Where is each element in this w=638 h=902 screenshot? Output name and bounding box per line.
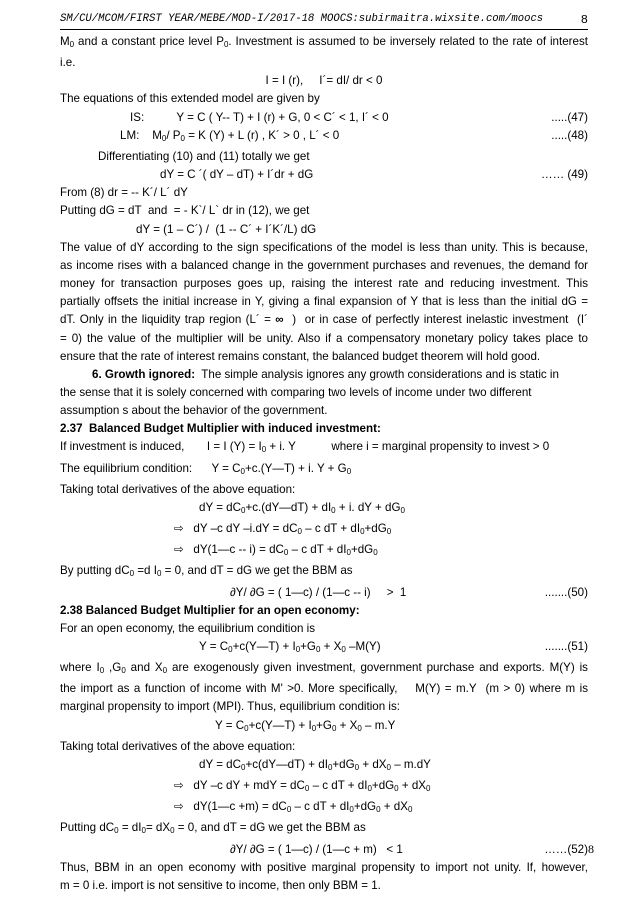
text-line: partially offsets the initial increase in Y, giving a final expansion of Y that is less than the initial dG = (60, 295, 588, 309)
text-line: I = I (r), I´= dI/ dr < 0 (265, 74, 383, 88)
text-line: assumption s about the behavior of the government. (60, 404, 328, 418)
text-line: The equilibrium condition: $Y = C_0+c.(Y—T) + i$. $Y + G_0$ (60, 461, 352, 476)
text-line: $M_0$ and a constant price level $P_0$. Investment is assumed to be inversely related to the rate of interest (60, 35, 588, 49)
text-line: $Y = C_0+c(Y—T) + I_0+G_0 + X_0 - m.Y$ (215, 718, 396, 733)
running-header (60, 13, 588, 30)
text-line (60, 127, 588, 148)
text-line: From (8) dr = -- K´/ L´ dY (60, 186, 188, 200)
text-line: ⇨ dY(1—c $+m) = dC_0 - c$ dT + $dI_0+dG_0 + dX_0$ (174, 800, 413, 815)
text-line (60, 109, 588, 127)
text-line: dY = $dC_0+c(dY—dT) + dI_0+dG_0 + dX_0 - m.dY$ (199, 757, 431, 772)
text-line: marginal propensity to import (MPI). Thus, equilibrium condition is: (60, 700, 401, 714)
equation-number: ……(52) (544, 842, 588, 856)
equation-text: $Y = C_0+c(Y—T) + I_0+G_0 + X_0$ –M(Y) (199, 640, 381, 654)
footer-page-number: 8 (588, 842, 594, 856)
header-page-number: 8 (580, 13, 588, 27)
text-line (60, 166, 588, 184)
equation-number: …… (49) (540, 168, 588, 182)
text-line: as income rises with a balanced change in the government purchases and revenues, the demand for (60, 258, 588, 272)
text-line: Putting $dC_0 = dI_0= dX_0 = 0$, and dT = dG we get the BBM as (60, 821, 366, 836)
text-line: The equations of this extended model are given by (60, 92, 320, 106)
text-line: the import as a function of income with M' >0. More specifically, M(Y) = m.Y (m > 0) where m is (60, 682, 588, 696)
text-line: m = 0 i.e. import is not sensitive to income, then only BBM = 1. (60, 878, 381, 892)
equation-number: .......(51) (544, 640, 588, 653)
text-line: i.e. (60, 56, 76, 70)
text-line: By putting $dC_0 =d$ $I_0 = 0$, and dT = dG we get the BBM as (60, 564, 353, 579)
text-line: Putting dG = dT and = - K`/ L` dr in (12), we get (60, 204, 310, 218)
text-line: dY = $dC_0+c.(dY—dT) + dI_0 + i$. dY + $dG_0$ (199, 500, 405, 515)
text-line: For an open economy, the equilibrium condition is (60, 621, 315, 635)
text-line: 2.37 Balanced Budget Multiplier with induced investment: (60, 422, 381, 436)
equation-text: IS: Y = C ( Y-- T) + I (r) + G, 0 < C´ < 1, I´ < 0 (130, 110, 389, 124)
text-line: If investment is induced, I = I $(Y) = I_0 + i$. Y where i = marginal propensity to invest > 0 (60, 440, 550, 455)
equation-number: .....(47) (551, 110, 588, 124)
text-line (60, 584, 588, 602)
text-line: ensure that the rate of interest remains constant, the balanced budget theorem will hold good. (60, 349, 541, 363)
text-line: The value of dY according to the sign specifications of the model is less than unity. This is because, (60, 240, 588, 254)
text-line: ⇨ dY –c dY $-i.dY = dC_0 - c$ dT + $dI_0+dG_0$ (174, 522, 392, 537)
text-line (60, 841, 588, 859)
text-line (60, 638, 588, 659)
text-line: Taking total derivatives of the above equation: (60, 482, 296, 496)
equation-text: dY = C ´( dY – dT) + I´dr + dG (160, 168, 314, 182)
equation-text: LM: $M_0/$ $P_0 = K$ (Y) + L (r) , K´ > 0 , L´ < 0 (120, 128, 340, 143)
equation-text: ∂Y/ ∂G = ( 1—c) / (1—c -- i) > 1 (230, 585, 407, 599)
header-text: SM/CU/MCOM/FIRST YEAR/MEBE/MOD-I/2017-18 MOOCS:subirmaitra.wixsite.com/moocs (60, 13, 544, 25)
text-line: dT. Only in the liquidity trap region (L´ = ∞ ) or in case of perfectly interest inelastic investment (I´ (60, 313, 588, 327)
text-line: Differentiating (10) and (11) totally we get (98, 149, 310, 163)
text-line: ⇨ dY(1—c -- $i) = dC_0 - c$ dT + $dI_0+dG_0$ (174, 543, 378, 558)
equation-number: .......(50) (544, 585, 588, 599)
equation-number: .....(48) (551, 128, 588, 142)
page-body (60, 33, 588, 895)
text-line: where $I_0$ $,G_0$ and $X_0$ are exogenously given investment, government purchase and exports. M(Y) is (60, 661, 588, 676)
text-line: the sense that it is solely concerned with comparing two levels of income under two different (60, 385, 532, 399)
text-line: 2.38 Balanced Budget Multiplier for an open economy: (60, 603, 360, 617)
text-line: = 0) the value of the multiplier will be unity. Also if a compensatory monetary policy takes place to (60, 331, 588, 345)
text-line: dY = (1 – C´) / (1 -- C´ + I´K´/L) dG (136, 222, 317, 236)
text-line: money for transaction purposes goes up, raising the interest rate and reducing investment. This (60, 277, 588, 291)
text-line: 6. Growth ignored: The simple analysis ignores any growth considerations and is static in (92, 367, 559, 381)
text-line: Taking total derivatives of the above equation: (60, 739, 296, 753)
equation-text: ∂Y/ ∂G = ( 1—c) / (1—c + m) < 1 (230, 842, 403, 856)
text-line: ⇨ dY –c dY + mdY = $dC_0$ – c dT + $dI_0+dG_0 + dX_0$ (174, 779, 431, 794)
text-line: Thus, BBM in an open economy with positive marginal propensity to import not unity. If, however, (60, 860, 588, 874)
